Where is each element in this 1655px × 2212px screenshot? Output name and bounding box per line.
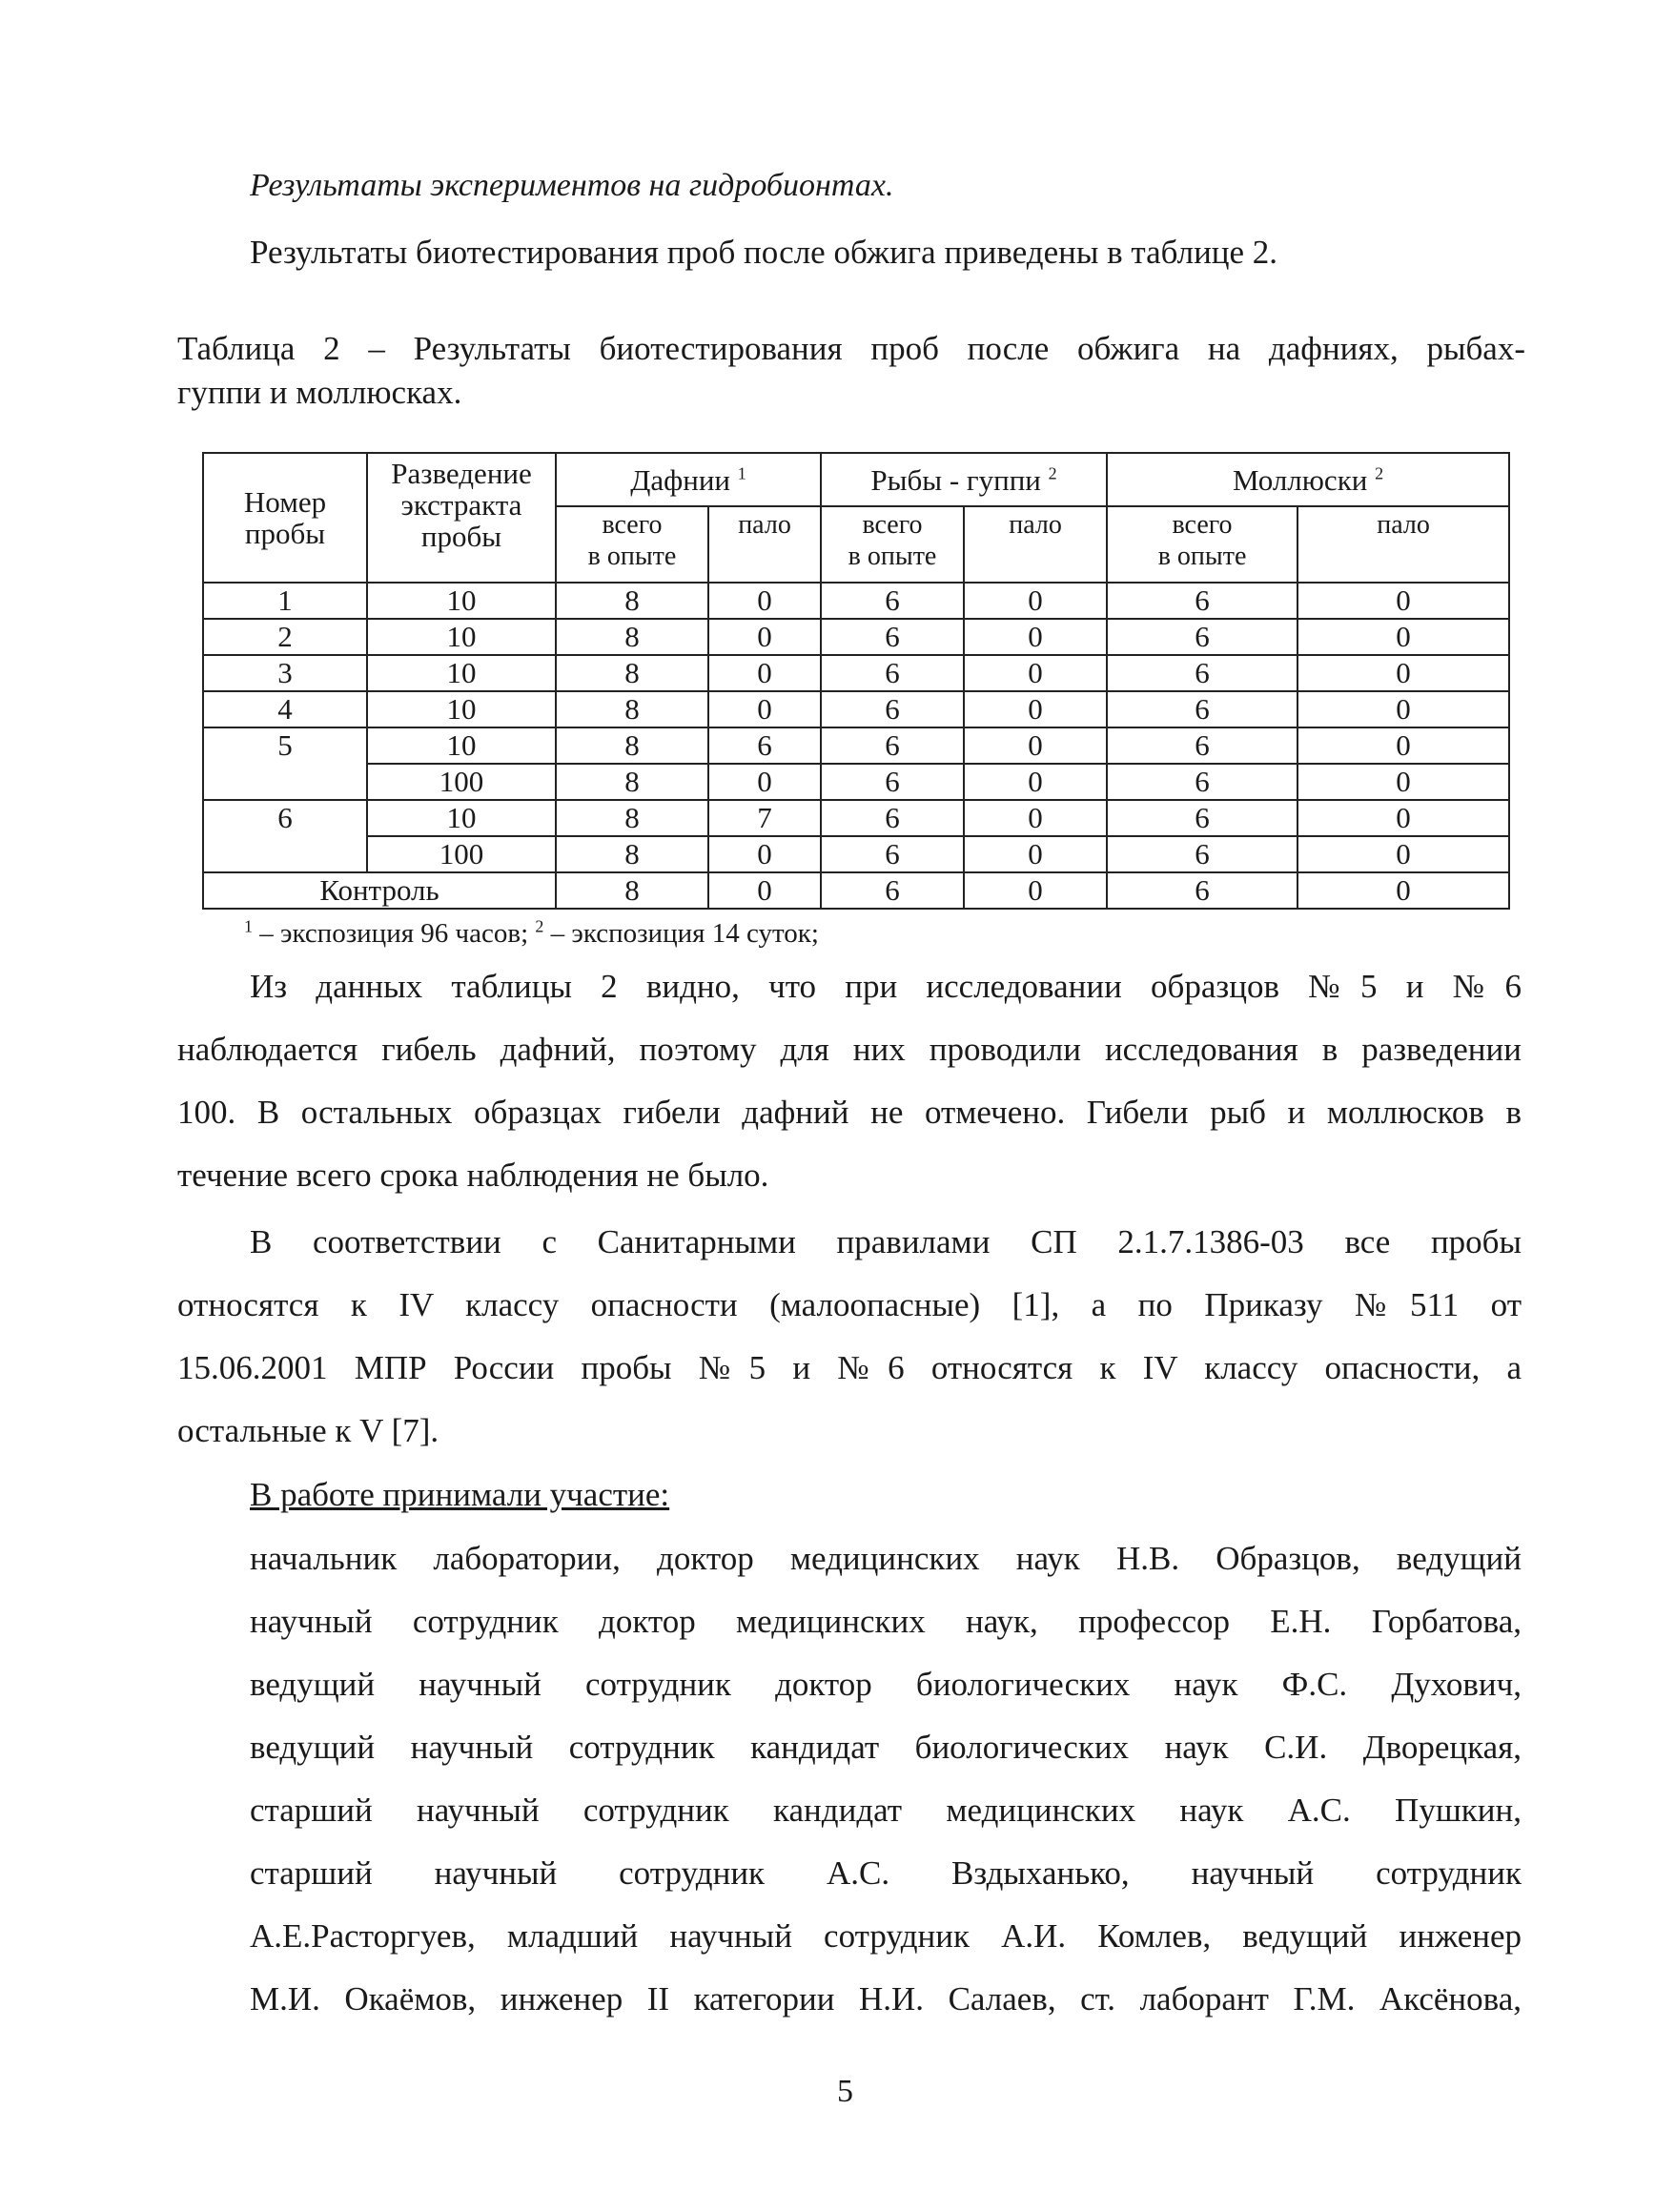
paragraph-line: течение всего срока наблюдения не было. — [177, 1157, 769, 1194]
participants-line: А.Е.Расторгуев, младший научный сотрудник А.И. Комлев, ведущий инженер — [250, 1917, 1522, 1955]
header-mollusks: Моллюски $^2$ — [1107, 453, 1509, 506]
paragraph-line: В соответствии с Санитарными правилами СП 2.1.7.1386-03 все пробы — [250, 1223, 1522, 1260]
results-table — [202, 452, 1510, 910]
header-sample-number: Номер пробы — [203, 453, 367, 583]
subheader-dead: пало — [964, 506, 1107, 583]
paragraph-results — [177, 968, 1522, 1219]
paragraph-line: остальные к V [7]. — [177, 1412, 439, 1449]
table-footnote: $^1$ – экспозиция 96 часов; $^2$ – экспозиция 14 суток; — [244, 916, 819, 949]
subheader-total: всего в опыте — [821, 506, 964, 583]
paragraph-hazard-class — [177, 1223, 1522, 1475]
participants-list — [250, 1540, 1522, 2043]
header-fish: Рыбы - гуппи $^2$ — [821, 453, 1107, 506]
table-caption-line: Таблица 2 – Результаты биотестирования проб после обжига на дафниях, рыбах- — [177, 330, 1525, 367]
table-row: 2 10 8 0 6 0 6 0 — [203, 619, 1509, 655]
subheader-dead: пало — [708, 506, 821, 583]
table-row: 5 10 8 6 6 0 6 0 — [203, 727, 1509, 764]
page-number: 5 — [837, 2074, 853, 2109]
participants-line: начальник лаборатории, доктор медицинских наук Н.В. Образцов, ведущий — [250, 1540, 1522, 1577]
paragraph-line: наблюдается гибель дафний, поэтому для них проводили исследования в разведении — [177, 1031, 1522, 1068]
table-caption-line: гуппи и моллюсках. — [177, 374, 462, 411]
control-label: Контроль — [203, 872, 556, 909]
participants-line: старший научный сотрудник кандидат медицинских наук А.С. Пушкин, — [250, 1792, 1522, 1829]
section-heading: Результаты экспериментов на гидробионтах. — [250, 168, 894, 203]
subheader-total: всего в опыте — [556, 506, 708, 583]
paragraph-line: 15.06.2001 МПР России пробы №5 и №6 относятся к IV классу опасности, а — [177, 1349, 1522, 1386]
participants-line: научный сотрудник доктор медицинских наук, профессор Е.Н. Горбатова, — [250, 1603, 1522, 1640]
subheader-dead: пало — [1297, 506, 1509, 583]
table-header-row — [203, 453, 1509, 506]
table-row: 100 8 0 6 0 6 0 — [203, 764, 1509, 800]
paragraph-line: Из данных таблицы 2 видно, что при исследовании образцов №5 и №6 — [250, 968, 1522, 1005]
table-row: 6 10 8 7 6 0 6 0 — [203, 800, 1509, 836]
header-daphnia: Дафнии $^1$ — [556, 453, 821, 506]
participants-heading: В работе принимали участие: — [250, 1476, 670, 1513]
table-row-control: Контроль 8 0 6 0 6 0 — [203, 872, 1509, 909]
paragraph-line: 100. В остальных образцах гибели дафний не отмечено. Гибели рыб и моллюсков в — [177, 1094, 1522, 1131]
header-dilution: Разведение экстракта пробы — [367, 453, 556, 583]
participants-line: М.И. Окаёмов, инженер II категории Н.И. Салаев, ст. лаборант Г.М. Аксёнова, — [250, 1980, 1522, 2017]
participants-line: старший научный сотрудник А.С. Вздыханько, научный сотрудник — [250, 1854, 1522, 1892]
participants-line: ведущий научный сотрудник кандидат биологических наук С.И. Дворецкая, — [250, 1729, 1522, 1766]
table-row: 3 10 8 0 6 0 6 0 — [203, 655, 1509, 691]
table-row: 100 8 0 6 0 6 0 — [203, 836, 1509, 872]
table-row: 4 10 8 0 6 0 6 0 — [203, 691, 1509, 727]
participants-line: ведущий научный сотрудник доктор биологических наук Ф.С. Духович, — [250, 1666, 1522, 1703]
paragraph-line: относятся к IV классу опасности (малоопасные) [1], а по Приказу №511 от — [177, 1286, 1522, 1323]
intro-text: Результаты биотестирования проб после обжига приведены в таблице 2. — [250, 234, 1278, 271]
table-row: 1 10 8 0 6 0 6 0 — [203, 583, 1509, 619]
table-caption — [177, 327, 1525, 415]
subheader-total: всего в опыте — [1107, 506, 1297, 583]
